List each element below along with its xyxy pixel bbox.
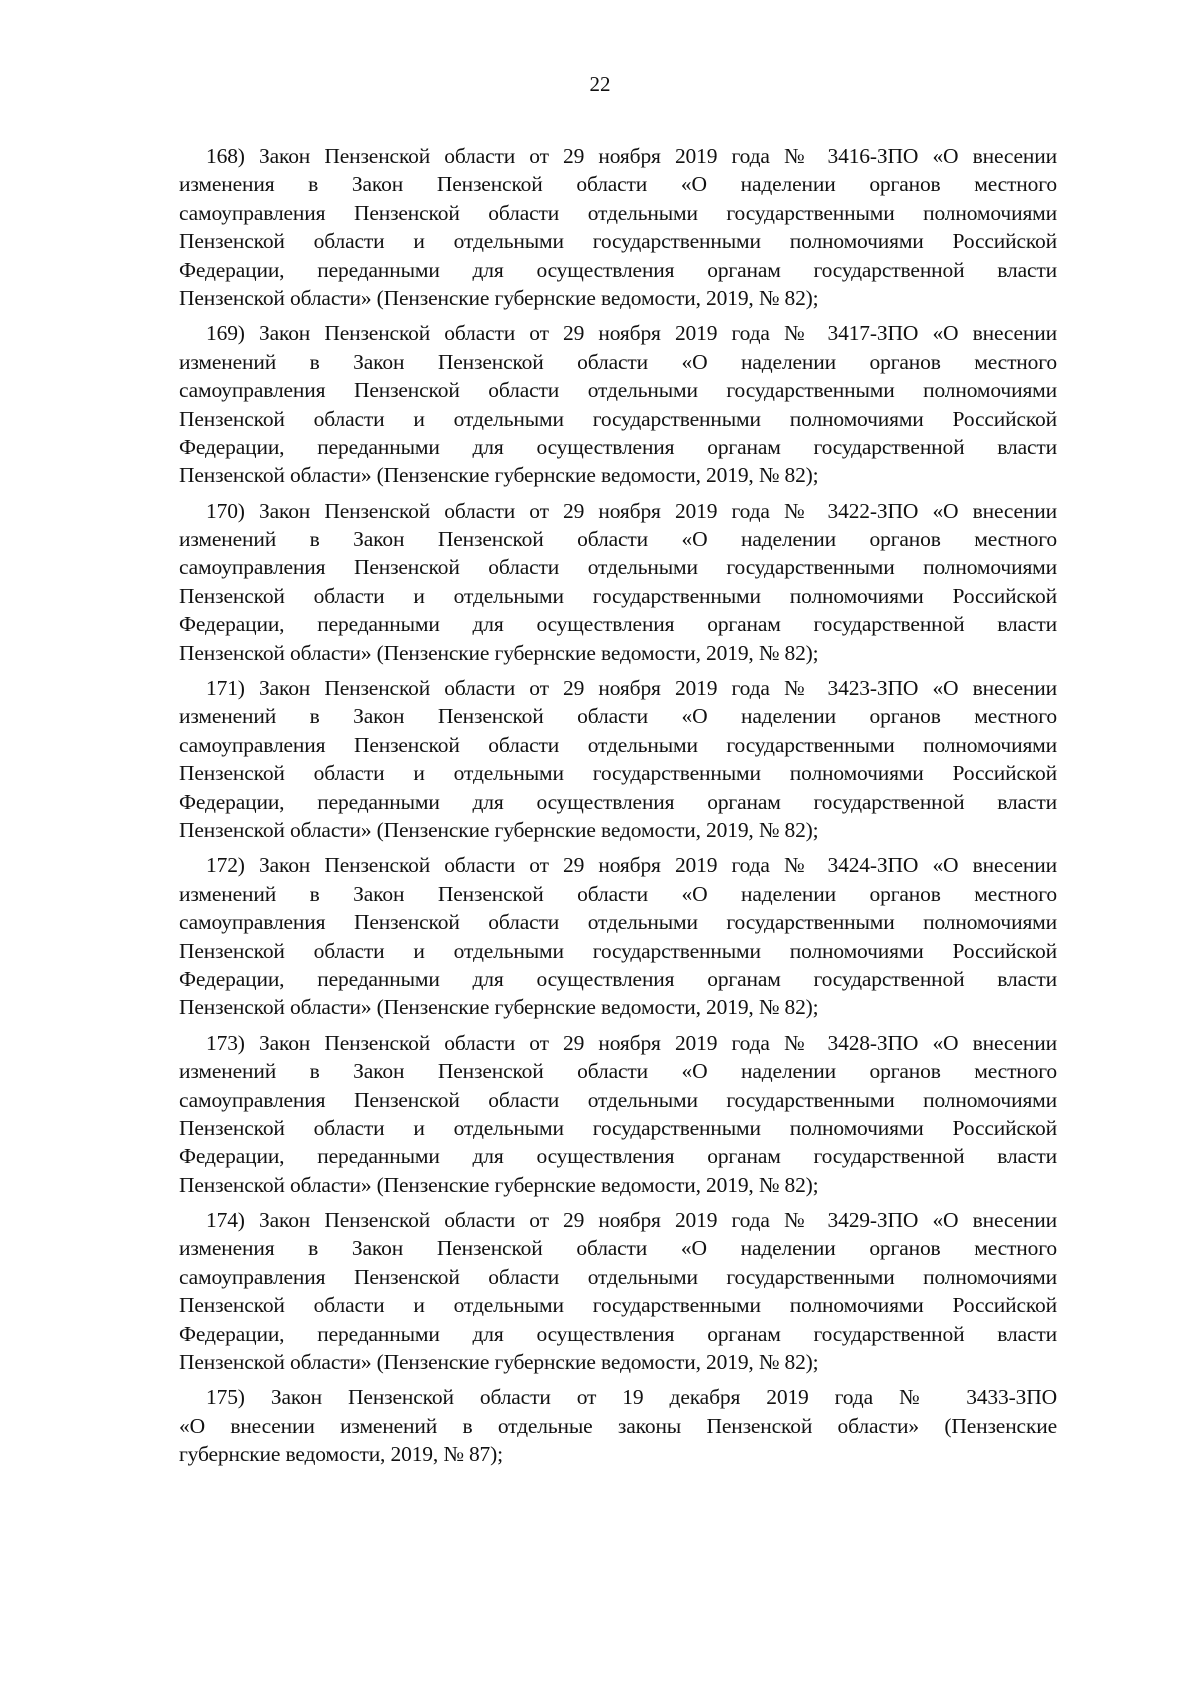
list-item-line: изменений в Закон Пензенской области «О наделении органов местного bbox=[179, 349, 1057, 374]
list-item-line: Пензенской области и отдельными государственными полномочиями Российской bbox=[179, 406, 1057, 431]
list-item-line: Пензенской области и отдельными государственными полномочиями Российской bbox=[179, 1115, 1057, 1140]
law-list-item bbox=[179, 142, 1057, 312]
list-item-line: 168) Закон Пензенской области от 29 ноября 2019 года № 3416-ЗПО «О внесении bbox=[206, 144, 1057, 168]
list-item-line: Федерации, переданными для осуществления органам государственной власти bbox=[179, 789, 1057, 814]
document-body bbox=[179, 142, 1057, 1476]
list-item-line: изменения в Закон Пензенской области «О наделении органов местного bbox=[179, 1236, 1057, 1261]
list-item-line: изменений в Закон Пензенской области «О наделении органов местного bbox=[179, 704, 1057, 729]
law-list-item bbox=[179, 497, 1057, 667]
list-item-line: изменения в Закон Пензенской области «О наделении органов местного bbox=[179, 172, 1057, 197]
list-item-line: 172) Закон Пензенской области от 29 ноября 2019 года № 3424-ЗПО «О внесении bbox=[206, 853, 1057, 878]
list-item-line: 169) Закон Пензенской области от 29 ноября 2019 года № 3417-ЗПО «О внесении bbox=[206, 321, 1057, 346]
list-item-line: Федерации, переданными для осуществления органам государственной власти bbox=[179, 434, 1057, 459]
list-item-line: губернские ведомости, 2019, № 87); bbox=[179, 1442, 503, 1467]
list-item-line: Пензенской области и отдельными государственными полномочиями Российской bbox=[179, 938, 1057, 963]
list-item-line: самоуправления Пензенской области отдельными государственными полномочиями bbox=[179, 732, 1057, 757]
list-item-line: Пензенской области и отдельными государственными полномочиями Российской bbox=[179, 583, 1057, 608]
list-item-line: самоуправления Пензенской области отдельными государственными полномочиями bbox=[179, 555, 1057, 580]
list-item-line: самоуправления Пензенской области отдельными государственными полномочиями bbox=[179, 200, 1057, 225]
list-item-line: Пензенской области» (Пензенские губернские ведомости, 2019, № 82); bbox=[179, 640, 819, 665]
list-item-line: Пензенской области» (Пензенские губернские ведомости, 2019, № 82); bbox=[179, 463, 819, 488]
law-list-item bbox=[179, 319, 1057, 489]
list-item-line: Пензенской области» (Пензенские губернские ведомости, 2019, № 82); bbox=[179, 1350, 819, 1375]
list-item-line: самоуправления Пензенской области отдельными государственными полномочиями bbox=[179, 1087, 1057, 1112]
list-item-line: Федерации, переданными для осуществления органам государственной власти bbox=[179, 612, 1057, 637]
list-item-line: Федерации, переданными для осуществления органам государственной власти bbox=[179, 257, 1057, 282]
law-list-item bbox=[179, 674, 1057, 844]
list-item-line: 170) Закон Пензенской области от 29 ноября 2019 года № 3422-ЗПО «О внесении bbox=[206, 498, 1057, 523]
list-item-line: 174) Закон Пензенской области от 29 ноября 2019 года № 3429-ЗПО «О внесении bbox=[206, 1208, 1057, 1233]
list-item-line: Пензенской области» (Пензенские губернские ведомости, 2019, № 82); bbox=[179, 995, 819, 1020]
law-list-item bbox=[179, 1029, 1057, 1199]
list-item-line: Федерации, переданными для осуществления органам государственной власти bbox=[179, 1144, 1057, 1169]
list-item-line: изменений в Закон Пензенской области «О наделении органов местного bbox=[179, 1059, 1057, 1084]
list-item-line: 173) Закон Пензенской области от 29 ноября 2019 года № 3428-ЗПО «О внесении bbox=[206, 1030, 1057, 1055]
list-item-line: Пензенской области и отдельными государственными полномочиями Российской bbox=[179, 761, 1057, 786]
list-item-line: Пензенской области и отдельными государственными полномочиями Российской bbox=[179, 229, 1057, 254]
law-list-item bbox=[179, 851, 1057, 1021]
list-item-line: Пензенской области и отдельными государственными полномочиями Российской bbox=[179, 1293, 1057, 1318]
list-item-line: самоуправления Пензенской области отдельными государственными полномочиями bbox=[179, 910, 1057, 935]
law-list-item bbox=[179, 1383, 1057, 1468]
list-item-line: самоуправления Пензенской области отдельными государственными полномочиями bbox=[179, 1264, 1057, 1289]
list-item-line: 175) Закон Пензенской области от 19 декабря 2019 года № 3433-ЗПО bbox=[206, 1385, 1057, 1410]
list-item-line: «О внесении изменений в отдельные законы Пензенской области» (Пензенские bbox=[179, 1413, 1057, 1438]
list-item-line: изменений в Закон Пензенской области «О наделении органов местного bbox=[179, 881, 1057, 906]
list-item-line: Федерации, переданными для осуществления органам государственной власти bbox=[179, 966, 1057, 991]
list-item-line: 171) Закон Пензенской области от 29 ноября 2019 года № 3423-ЗПО «О внесении bbox=[206, 676, 1057, 701]
law-list-item bbox=[179, 1206, 1057, 1376]
list-item-line: Пензенской области» (Пензенские губернские ведомости, 2019, № 82); bbox=[179, 1172, 819, 1197]
list-item-line: самоуправления Пензенской области отдельными государственными полномочиями bbox=[179, 378, 1057, 403]
list-item-line: Пензенской области» (Пензенские губернские ведомости, 2019, № 82); bbox=[179, 285, 819, 310]
page-number: 22 bbox=[589, 72, 611, 96]
list-item-line: Пензенской области» (Пензенские губернские ведомости, 2019, № 82); bbox=[179, 817, 819, 842]
list-item-line: Федерации, переданными для осуществления органам государственной власти bbox=[179, 1321, 1057, 1346]
list-item-line: изменений в Закон Пензенской области «О наделении органов местного bbox=[179, 527, 1057, 552]
